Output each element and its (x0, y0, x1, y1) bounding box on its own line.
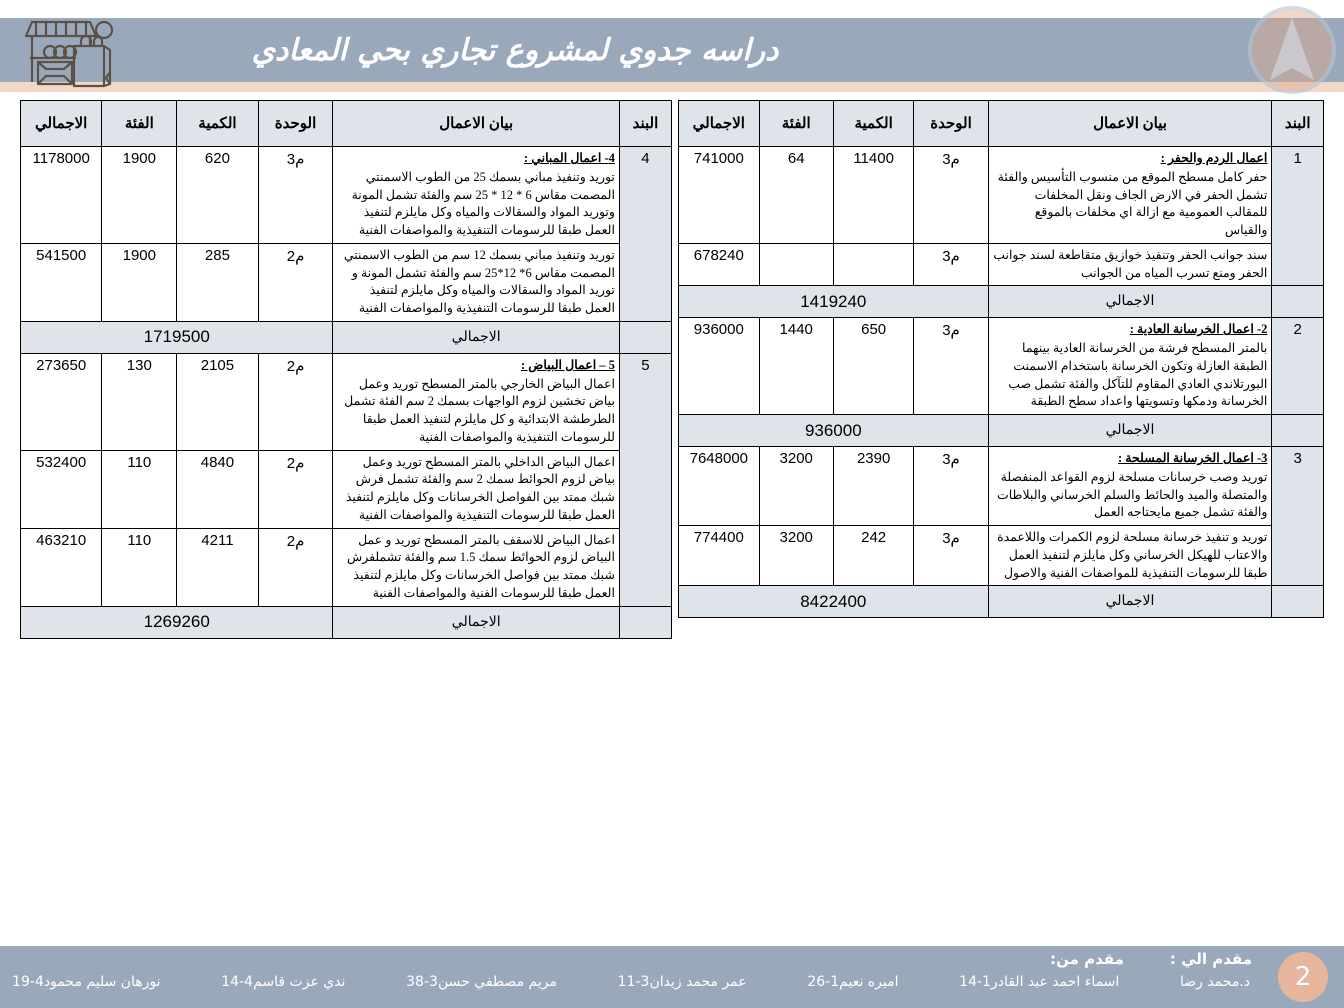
work-body: توريد و تنفيذ خرسانة مسلحة لزوم الكمرات واللاعمدة والاعتاب للهيكل الخرساني وكل مايلزم لتنفيذ العمل طبقا للرسومات التنفيذية للمواصفات الفنية والاصول (997, 530, 1268, 580)
rate-cell: 110 (102, 450, 177, 528)
total-label: الاجمالي (333, 606, 619, 638)
unit-cell: م2 (258, 450, 333, 528)
band-spacer (619, 321, 671, 353)
unit-cell: م2 (258, 243, 333, 321)
group-total-row (21, 321, 672, 353)
work-description (333, 353, 619, 450)
col-header-total: الاجمالي (21, 101, 102, 147)
triangle-circle-logo-icon (1234, 2, 1338, 98)
col-header-unit: الوحدة (258, 101, 333, 147)
work-description (988, 447, 1272, 526)
work-body: بالمتر المسطح فرشة من الخرسانة العادية بينهما الطبقة العازلة وتكون الخرسانة باستخدام الاسمنت البورتلاندي العادي المقاوم للتآكل والفئة تشمل صب الخرسانة ودمكها وتسويتها واعداد سطح الطبقة (1008, 341, 1268, 409)
col-header-band: البند (619, 101, 671, 147)
total-label: الاجمالي (988, 586, 1272, 618)
total-cell: 532400 (21, 450, 102, 528)
total-cell: 541500 (21, 243, 102, 321)
table-row (679, 526, 1324, 586)
rate-cell: 3200 (759, 447, 833, 526)
quantity-cell: 2105 (177, 353, 258, 450)
quantity-cell: 4211 (177, 528, 258, 606)
unit-cell: م3 (914, 447, 988, 526)
band-spacer (1272, 286, 1324, 318)
student-name: مريم مصطفي حسن3-38 (406, 974, 557, 990)
group-total-row (679, 586, 1324, 618)
work-heading: 5 – اعمال البياض : (520, 357, 615, 372)
table-row (679, 318, 1324, 415)
total-label: الاجمالي (333, 321, 619, 353)
total-cell: 678240 (679, 243, 760, 286)
table-row (21, 528, 672, 606)
work-body: حفر كامل مسطح الموقع من منسوب التأسيس والفئة تشمل الحفر في الارض الجاف ونقل المخلفات للمقالب العمومية مع ازالة اي مخلفات بالموقع والقياس (997, 169, 1268, 237)
work-description (333, 450, 619, 528)
total-label: الاجمالي (988, 286, 1272, 318)
student-name: نورهان سليم محمود4-19 (12, 974, 161, 990)
unit-cell: م2 (258, 353, 333, 450)
student-name: عمر محمد زيدان3-11 (617, 974, 747, 990)
band-number: 4 (619, 147, 671, 322)
boq-table-right-container (678, 100, 1324, 618)
band-number: 1 (1272, 147, 1324, 286)
table-row (679, 243, 1324, 286)
unit-cell: م3 (258, 147, 333, 244)
total-cell: 7648000 (679, 447, 760, 526)
total-cell: 273650 (21, 353, 102, 450)
quantity-cell: 4840 (177, 450, 258, 528)
quantity-cell: 2390 (833, 447, 914, 526)
work-body: اعمال البياض الداخلي بالمتر المسطح توريد وعمل بياض لزوم الحوائط سمك 2 سم والفئة تشمل فرش شبك ممتد بين الفواصل الخرسانات وكل مايلزم لتنفيذ العمل طبقا للرسومات التنفيذية والمواصفات الفنية (345, 454, 615, 522)
storefront-icon (18, 2, 118, 92)
quantity-cell: 11400 (833, 147, 914, 244)
band-spacer (619, 606, 671, 638)
student-name: ندي عزت قاسم4-14 (221, 974, 346, 990)
group-total-value: 1419240 (679, 286, 989, 318)
unit-cell: م2 (258, 528, 333, 606)
footer-names (10, 974, 1252, 990)
group-total-value: 1269260 (21, 606, 333, 638)
total-cell: 741000 (679, 147, 760, 244)
group-total-value: 1719500 (21, 321, 333, 353)
page-title: دراسه جدوي لمشروع تجاري بحي المعادي (251, 32, 779, 68)
work-description (988, 318, 1272, 415)
group-total-row (679, 415, 1324, 447)
work-description (333, 243, 619, 321)
band-number: 5 (619, 353, 671, 606)
quantity-cell: 285 (177, 243, 258, 321)
table-header-row (21, 101, 672, 147)
col-header-desc: بيان الاعمال (988, 101, 1272, 147)
total-cell: 774400 (679, 526, 760, 586)
total-cell: 463210 (21, 528, 102, 606)
rate-cell: 64 (759, 147, 833, 244)
group-total-row (21, 606, 672, 638)
boq-table-left (20, 100, 672, 639)
rate-cell: 3200 (759, 526, 833, 586)
col-header-unit: الوحدة (914, 101, 988, 147)
work-heading: اعمال الردم والحفر : (1160, 151, 1268, 165)
quantity-cell: 620 (177, 147, 258, 244)
footer-band (0, 946, 1344, 1008)
group-total-value: 8422400 (679, 586, 989, 618)
table-row (21, 147, 672, 244)
work-body: اعمال البياض للاسقف بالمتر المسطح توريد و عمل البياض لزوم الحوائط سمك 1.5 سم والفئة تشملفرش شبك ممتد بين فواصل الخرسانات وكل مايلزم لتنفيذ العمل طبقا للرسومات الفنية والمواصفات الفنية (346, 532, 615, 600)
table-row (21, 243, 672, 321)
work-heading: 2- اعمال الخرسانة العادية : (1129, 322, 1268, 337)
student-name: اميره نعيم1-26 (807, 974, 899, 990)
rate-cell: 1440 (759, 318, 833, 415)
unit-cell: م3 (914, 318, 988, 415)
quantity-cell: 650 (833, 318, 914, 415)
quantity-cell (833, 243, 914, 286)
col-header-qty: الكمية (833, 101, 914, 147)
work-heading: 3- اعمال الخرسانة المسلحة : (1118, 451, 1268, 465)
student-name: اسماء احمد عبد القادر1-14 (959, 974, 1120, 990)
work-body: توريد وتنفيذ مباني بسمك 12 سم من الطوب الاسمنتي المصمت مقاس 6* 12*25 سم والفئة تشمل المونة و توريد المواد والسقالات والمياه وكل مايلزم لتنفيذ العمل طبقا للرسومات التنفيذية والمواصفات الفنية (343, 247, 615, 315)
band-number: 3 (1272, 447, 1324, 586)
page-number-badge: 2 (1278, 952, 1328, 1002)
work-body: اعمال البياض الخارجي بالمتر المسطح توريد وعمل بياض تخشين لزوم الواجهات بسمك 2 سم الفئة تشمل الطرطشة الابتدائية و كل مايلزم لتنفيذ العمل طبقا للرسومات التنفيذية والمواصفات الفنية (344, 376, 615, 444)
col-header-qty: الكمية (177, 101, 258, 147)
rate-cell: 130 (102, 353, 177, 450)
work-body: توريد وصب خرسانات مسلحة لزوم القواعد المنفصلة والمتصلة والميد والحائط والسلم الخرساني والبلاطات والفئة تشمل جميع مايحتاجه العمل (996, 469, 1268, 520)
work-body: سند جوانب الحفر وتنفيذ خوازيق متقاطعة لسند جوانب الحفر ومنع تسرب المياه من الجوانب (993, 247, 1268, 280)
group-total-row (679, 286, 1324, 318)
total-cell: 936000 (679, 318, 760, 415)
table-row (679, 447, 1324, 526)
col-header-desc: بيان الاعمال (333, 101, 619, 147)
col-header-total: الاجمالي (679, 101, 760, 147)
submitted-by-label: مقدم من: (1050, 950, 1124, 968)
rate-cell (759, 243, 833, 286)
col-header-rate: الفئة (102, 101, 177, 147)
table-header-row (679, 101, 1324, 147)
col-header-band: البند (1272, 101, 1324, 147)
work-description (988, 147, 1272, 244)
submitted-to-label: مقدم الي : (1169, 950, 1252, 968)
group-total-value: 936000 (679, 415, 989, 447)
unit-cell: م3 (914, 526, 988, 586)
total-cell: 1178000 (21, 147, 102, 244)
total-label: الاجمالي (988, 415, 1272, 447)
quantity-cell: 242 (833, 526, 914, 586)
rate-cell: 1900 (102, 243, 177, 321)
footer-labels (1050, 950, 1252, 968)
table-row (679, 147, 1324, 244)
work-description (333, 528, 619, 606)
work-description (988, 526, 1272, 586)
work-heading: 4- اعمال المباني : (523, 151, 615, 165)
band-number: 2 (1272, 318, 1324, 415)
band-spacer (1272, 415, 1324, 447)
rate-cell: 1900 (102, 147, 177, 244)
band-spacer (1272, 586, 1324, 618)
boq-table-left-container (20, 100, 672, 639)
unit-cell: م3 (914, 147, 988, 244)
col-header-rate: الفئة (759, 101, 833, 147)
work-description (333, 147, 619, 244)
table-row (21, 450, 672, 528)
table-row (21, 353, 672, 450)
header-accent-stripe (0, 82, 1344, 92)
work-body: توريد وتنفيذ مباني بسمك 25 من الطوب الاسمنتي المصمت مقاس 6 * 12 * 25 سم والفئة تشمل المونة وتوريد المواد والسقالات والمياه وكل مايلزم لتنفيذ العمل طبقا للرسومات التنفيذية والمواصفات الفنية (351, 169, 615, 237)
unit-cell: م3 (914, 243, 988, 286)
boq-table-right (678, 100, 1324, 618)
work-description (988, 243, 1272, 286)
supervisor-name: د.محمد رضا (1179, 974, 1250, 990)
rate-cell: 110 (102, 528, 177, 606)
